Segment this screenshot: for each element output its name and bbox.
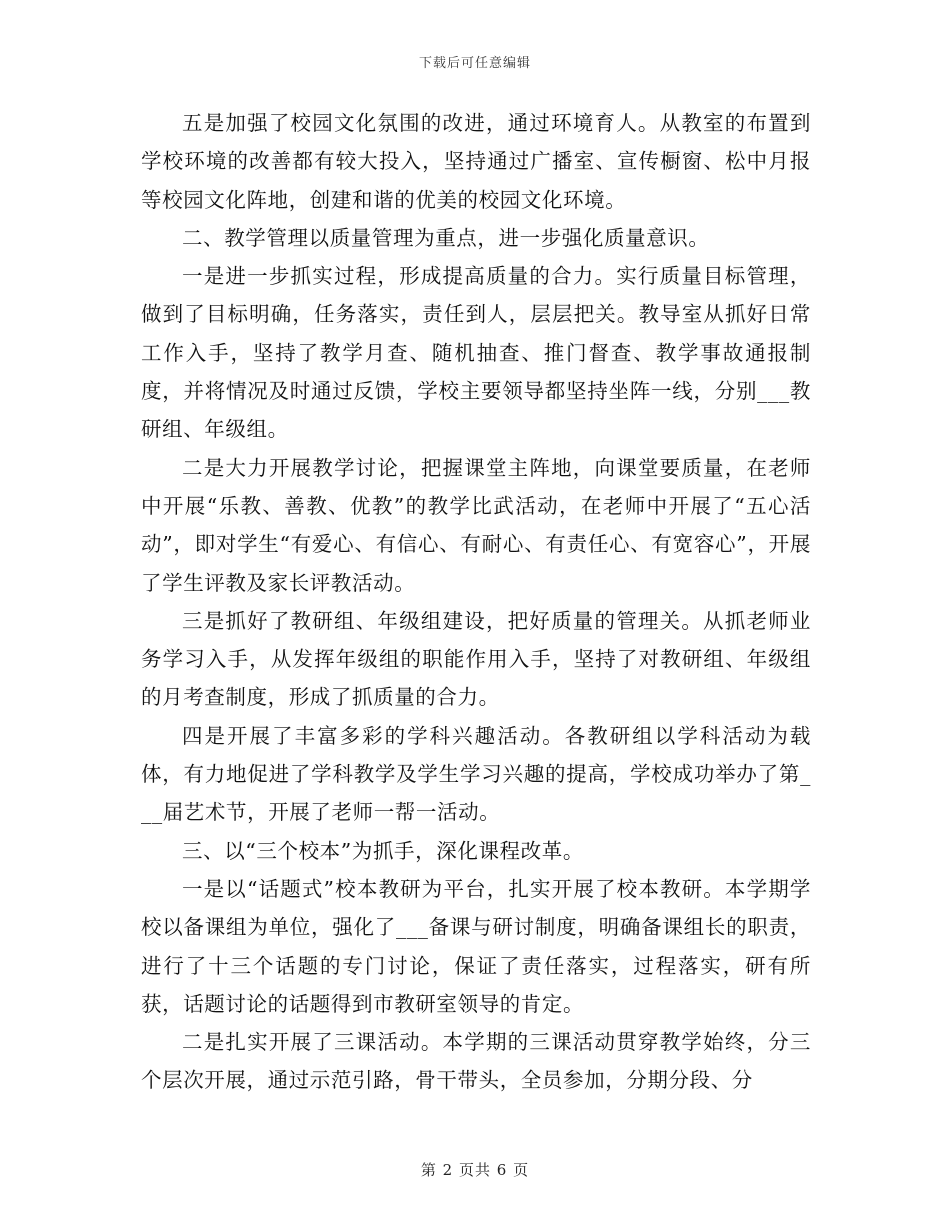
section-heading-curriculum-reform: 三、以“三个校本”为抓手，深化课程改革。 — [182, 838, 584, 863]
paragraph-three-lesson-activities: 二是扎实开展了三课活动。本学期的三课活动贯穿教学始终，分三个层次开展，通过示范引路，骨干带头，全员参加，分期分段、分 — [141, 1030, 811, 1093]
document-body — [141, 104, 811, 1100]
section-heading-teaching-management: 二、教学管理以质量管理为重点，进一步强化质量意识。 — [182, 225, 710, 250]
page-header: 下载后可任意编辑 — [418, 56, 531, 71]
paragraph-interest-activities: 四是开展了丰富多彩的学科兴趣活动。各教研组以学科活动为载体，有力地促进了学科教学及学生学习兴趣的提高，学校成功举办了第___届艺术节，开展了老师一帮一活动。 — [141, 723, 811, 825]
page-number: 第 2 页共 6 页 — [420, 1161, 530, 1179]
paragraph-process-quality: 一是进一步抓实过程，形成提高质量的合力。实行质量目标管理，做到了目标明确，任务落实，责任到人，层层把关。教导室从抓好日常工作入手，坚持了教学月查、随机抽查、推门督查、教学事故通报制度，并将情况及时通过反馈，学校主要领导都坚持坐阵一线，分别___教研组、年级组。 — [141, 264, 811, 442]
paragraph-group-construction: 三是抓好了教研组、年级组建设，把好质量的管理关。从抓老师业务学习入手，从发挥年级组的职能作用入手，坚持了对教研组、年级组的月考查制度，形成了抓质量的合力。 — [141, 608, 811, 710]
paragraph-campus-culture: 五是加强了校园文化氛围的改进，通过环境育人。从教室的布置到学校环境的改善都有较大投入，坚持通过广播室、宣传橱窗、松中月报等校园文化阵地，创建和谐的优美的校园文化环境。 — [141, 111, 811, 212]
paragraph-school-research: 一是以“话题式”校本教研为平台，扎实开展了校本教研。本学期学校以备课组为单位，强化了___备课与研讨制度，明确备课组长的职责，进行了十三个话题的专门讨论，保证了责任落实，过程落实，研有所获，话题讨论的话题得到市教研室领导的肯定。 — [141, 876, 811, 1016]
paragraph-teaching-discussion: 二是大力开展教学讨论，把握课堂主阵地，向课堂要质量，在老师中开展“乐教、善教、优教”的教学比武活动，在老师中开展了“五心活动”，即对学生“有爱心、有信心、有耐心、有责任心、有宽容心”，开展了学生评教及家长评教活动。 — [141, 455, 811, 595]
